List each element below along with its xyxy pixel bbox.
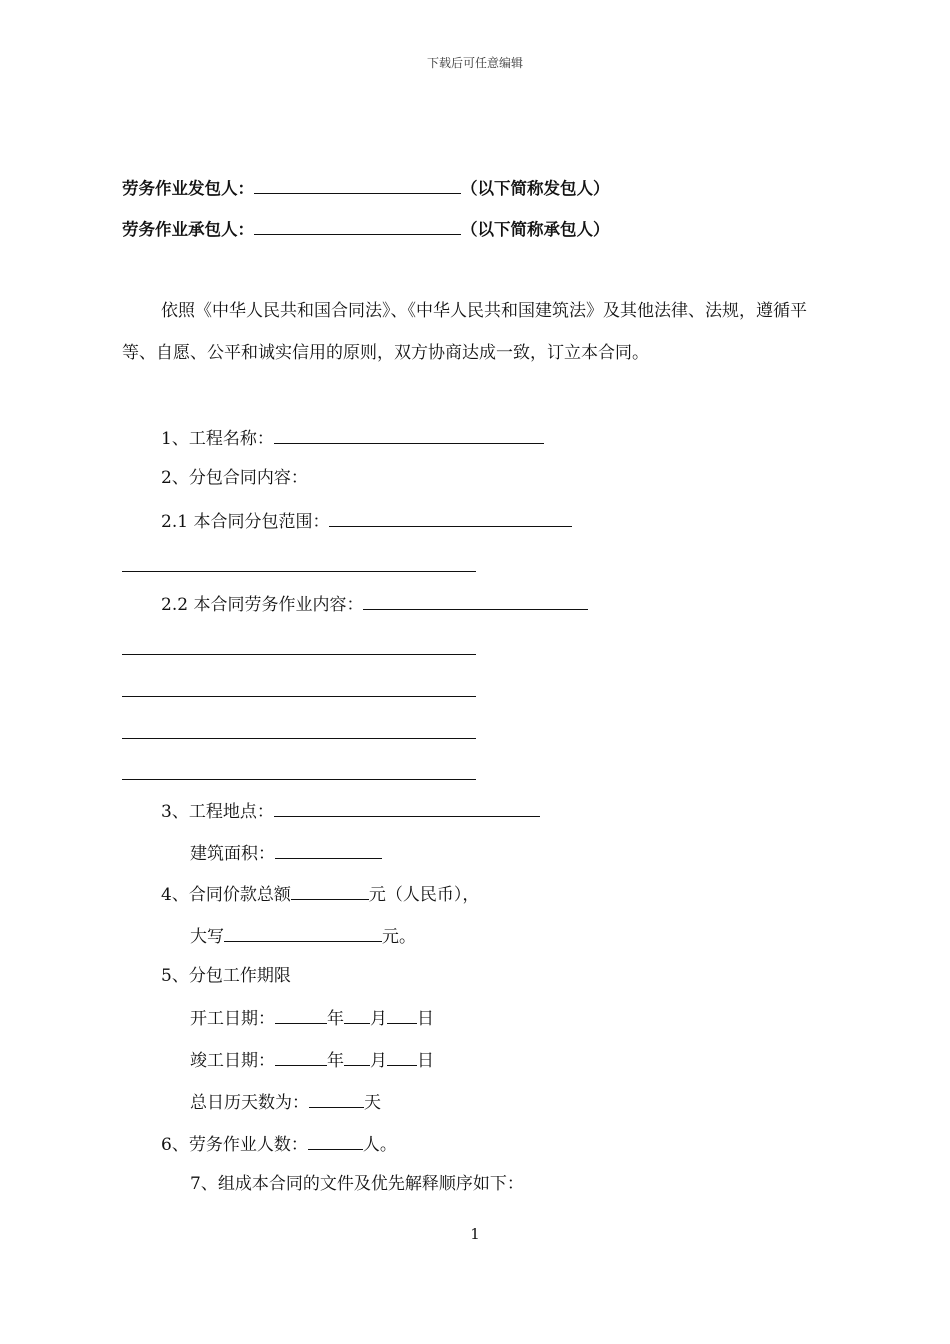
location-field[interactable] bbox=[274, 798, 540, 817]
building-area-label: 建筑面积： bbox=[190, 844, 275, 864]
contractor-line bbox=[122, 216, 610, 242]
preamble-paragraph: 依照《中华人民共和国合同法》、《中华人民共和国建筑法》及其他法律、法规，遵循平等、自愿、公平和诚实信用的原则，双方协商达成一致，订立本合同。 bbox=[122, 301, 807, 363]
building-area-field[interactable] bbox=[275, 840, 382, 859]
end-month-unit: 月 bbox=[370, 1051, 387, 1071]
price-label: 4、合同价款总额 bbox=[161, 885, 291, 905]
contractor-name-field[interactable] bbox=[254, 216, 461, 235]
scope-continuation-line[interactable] bbox=[122, 571, 476, 572]
total-days-field[interactable] bbox=[309, 1089, 364, 1108]
end-day-unit: 日 bbox=[417, 1051, 434, 1071]
end-month-field[interactable] bbox=[344, 1047, 370, 1066]
start-year-field[interactable] bbox=[275, 1005, 327, 1024]
labor-content-label: 2.2 本合同劳务作业内容： bbox=[161, 595, 364, 615]
end-date-line bbox=[190, 1047, 434, 1073]
item-building-area bbox=[190, 840, 382, 866]
item-documents: 7、组成本合同的文件及优先解释顺序如下： bbox=[190, 1174, 524, 1194]
workers-unit: 人。 bbox=[362, 1135, 397, 1155]
end-date-label: 竣工日期： bbox=[190, 1051, 275, 1071]
scope-field[interactable] bbox=[329, 508, 572, 527]
scope-label: 2.1 本合同分包范围： bbox=[161, 512, 330, 532]
uppercase-suffix: 元。 bbox=[382, 927, 416, 947]
employer-note: （以下简称发包人） bbox=[461, 179, 610, 198]
workers-label: 6、劳务作业人数： bbox=[161, 1135, 308, 1155]
contractor-label: 劳务作业承包人： bbox=[122, 220, 254, 239]
page-number: 1 bbox=[470, 1225, 480, 1243]
item-project-name bbox=[161, 425, 544, 451]
start-date-line bbox=[190, 1005, 434, 1031]
start-month-field[interactable] bbox=[344, 1005, 370, 1024]
start-year-unit: 年 bbox=[327, 1009, 344, 1029]
start-date-label: 开工日期： bbox=[190, 1009, 275, 1029]
labor-content-field[interactable] bbox=[363, 591, 588, 610]
employer-label: 劳务作业发包人： bbox=[122, 179, 254, 198]
item-workers bbox=[161, 1131, 397, 1157]
total-days-label: 总日历天数为： bbox=[190, 1093, 309, 1113]
item-labor-content bbox=[161, 591, 588, 617]
item-price-uppercase bbox=[190, 923, 416, 949]
total-days-unit: 天 bbox=[364, 1093, 381, 1113]
project-name-field[interactable] bbox=[274, 425, 544, 444]
total-days-line bbox=[190, 1089, 381, 1115]
labor-content-line-1[interactable] bbox=[122, 654, 476, 655]
start-day-field[interactable] bbox=[387, 1005, 417, 1024]
labor-content-line-4[interactable] bbox=[122, 779, 476, 780]
uppercase-amount-field[interactable] bbox=[224, 923, 382, 942]
labor-content-line-2[interactable] bbox=[122, 696, 476, 697]
location-label: 3、工程地点： bbox=[161, 802, 274, 822]
page-header: 下载后可任意编辑 bbox=[426, 56, 523, 70]
employer-line bbox=[122, 175, 610, 201]
end-year-unit: 年 bbox=[327, 1051, 344, 1071]
item-period: 5、分包工作期限 bbox=[161, 966, 291, 986]
price-suffix: 元（人民币）， bbox=[368, 885, 480, 905]
employer-name-field[interactable] bbox=[254, 175, 461, 194]
start-month-unit: 月 bbox=[370, 1009, 387, 1029]
contractor-note: （以下简称承包人） bbox=[461, 220, 610, 239]
item-scope bbox=[161, 508, 572, 534]
end-year-field[interactable] bbox=[275, 1047, 327, 1066]
labor-content-line-3[interactable] bbox=[122, 738, 476, 739]
end-day-field[interactable] bbox=[387, 1047, 417, 1066]
start-day-unit: 日 bbox=[417, 1009, 434, 1029]
workers-count-field[interactable] bbox=[308, 1131, 363, 1150]
uppercase-label: 大写 bbox=[190, 927, 224, 947]
project-name-label: 1、工程名称： bbox=[161, 429, 274, 449]
item-location bbox=[161, 798, 540, 824]
item-price bbox=[161, 881, 479, 907]
item-subcontract-content: 2、分包合同内容： bbox=[161, 468, 308, 488]
price-amount-field[interactable] bbox=[291, 881, 369, 900]
